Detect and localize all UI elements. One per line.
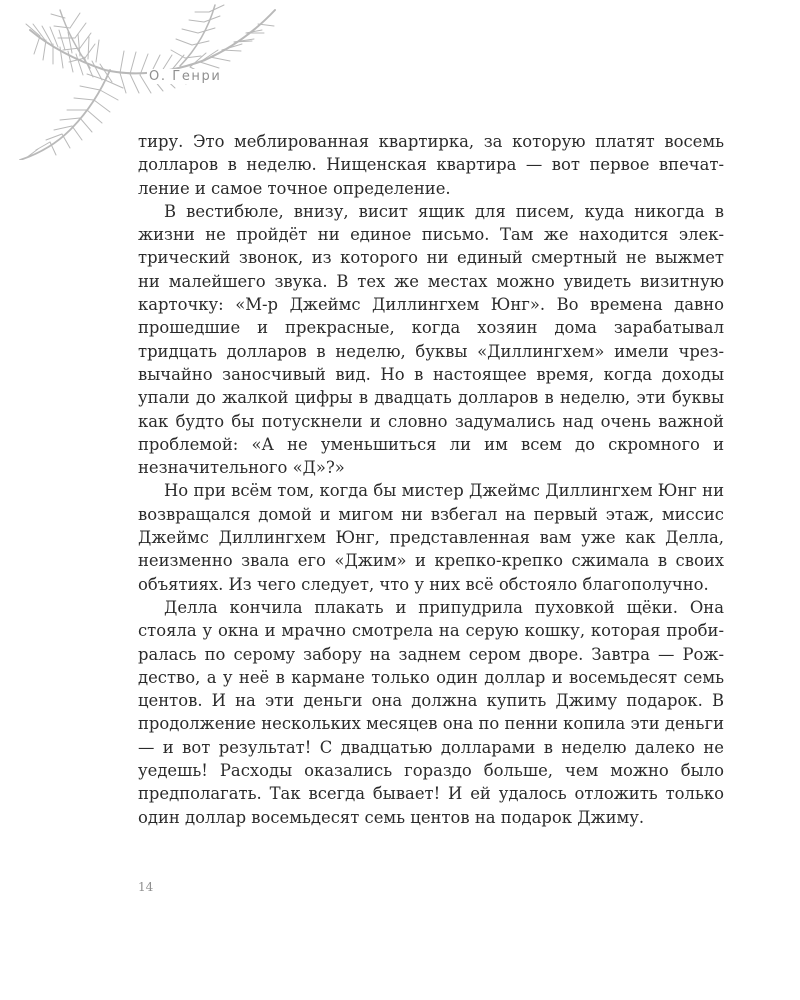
page-number: 14 <box>138 880 154 894</box>
paragraph-2: В вестибюле, внизу, висит ящик для писем, куда никогда в жизни не пройдёт ни единое письмо. Там же находится электрический звонок, из которого ни единый смертный не выжмет ни малейшего звука. В тех же местах можно увидеть визитную карточку: «М-р Джеймс Диллингхем Юнг». Во времена давно прошедшие и прекрасные, когда хозяин дома зарабатывал тридцать долларов в неделю, буквы «Диллингхем» имели чрезвычайно заносчивый вид. Но в настоящее время, когда доходы упали до жалкой цифры в двадцать долларов в неделю, эти буквы как будто бы потускнели и словно задумались над очень важной проблемой: «А не уменьшиться ли им всем до скромного и незначительного «Д»?» <box>138 201 724 478</box>
body-text <box>138 130 724 829</box>
running-head: О. Генри <box>147 69 225 84</box>
paragraph-3: Но при всём том, когда бы мистер Джеймс Диллингхем Юнг ни возвращался домой и мигом ни взбегал на первый этаж, миссис Джеймс Диллингхем Юнг, представленная вам уже как Делла, неизменно звала его «Джим» и крепко-крепко сжимала в своих объятиях. Из чего следует, что у них всё обстояло благополучно. <box>138 481 724 594</box>
paragraph-4: Делла кончила плакать и припудрила пуховкой щёки. Она стояла у окна и мрачно смотрела на серую кошку, которая пробиралась по серому забору на заднем сером дворе. Завтра — Рождество, а у неё в кармане только один доллар и восемьдесят семь центов. И на эти деньги она должна купить Джиму подарок. В продолжение нескольких месяцев она по пенни копила эти деньги — и вот результат! С двадцатью долларами в неделю далеко не уедешь! Расходы оказались гораздо больше, чем можно было предполагать. Так всегда бывает! И ей удалось отложить только один доллар восемьдесят семь центов на подарок Джиму. <box>138 597 724 827</box>
paragraph-1: тиру. Это меблированная квартирка, за которую платят восемь долларов в неделю. Нищенская квартира — вот первое впечатление и самое точное определение. <box>138 132 724 198</box>
